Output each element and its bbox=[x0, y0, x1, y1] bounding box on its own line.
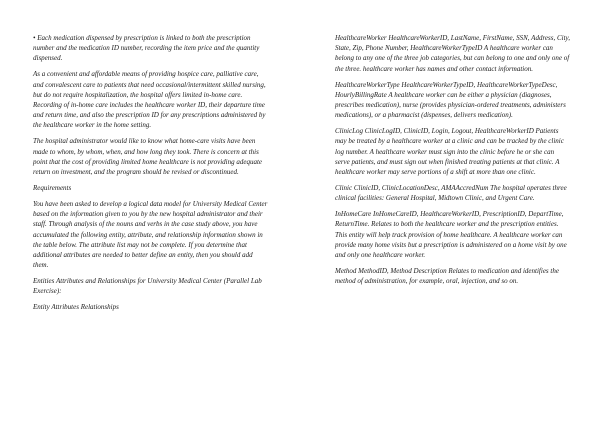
paragraph-administrator-concern: The hospital administrator would like to know what home-care visits have been made to whom, by whom, when, and how long they took. There is concern at this point that the cost of providing limited home healthcare is not providing adequate return on investment, and the program should be revised or discontinued. bbox=[33, 137, 263, 177]
paragraph-entities-title: Entities Attributes and Relationships for University Medical Center (Parallel Lab Exercise): bbox=[33, 277, 262, 296]
entity-method: Method MethodID, Method Description Relates to medication and identifies the method of administration, for example, oral, injection, and so on. bbox=[335, 267, 559, 286]
right-text-column bbox=[335, 33, 570, 292]
entity-in-home-care: InHomeCare InHomeCareID, HealthcareWorkerID, PrescriptionID, DepartTime, ReturnTime. Relates to both the healthcare worker and the prescription entities. This entity will help track provision of home healthcare. A healthcare worker can provide many home visits but a prescription is administered on a home visit by one and only one healthcare worker. bbox=[335, 210, 567, 260]
bullet-medication-dispensed: • Each medication dispensed by prescription is linked to both the prescription number and the medication ID number, recording the item price and the quantity dispensed. bbox=[33, 34, 260, 63]
entity-clinic: Clinic ClinicID, ClinicLocationDesc, AMAAccredNum The hospital operates three clinical facilities: General Hospital, Midtown Clinic, and Urgent Care. bbox=[335, 184, 567, 203]
heading-requirements: Requirements bbox=[33, 184, 72, 193]
entity-healthcare-worker-type: HealthcareWorkerType HealthcareWorkerTypeID, HealthcareWorkerTypeDesc, HourlyBillingRate A healthcare worker can be either a physician (diagnoses, prescribes medication), nurse (provides physician-ordered treatments, administers medications), or a pharmacist (dispenses, delivers medication). bbox=[335, 80, 566, 120]
paragraph-in-home-care: As a convenient and affordable means of providing hospice care, palliative care, and convalescent care to patients that need occasional/intermittent skilled nursing, but do not require hospitalization, the hospital offers limited in-home care. Recording of in-home care includes the healthcare worker ID, their departure time and return time, and also the prescription ID for any prescriptions administered by the healthcare worker in the home setting. bbox=[33, 70, 266, 130]
entity-healthcare-worker: HealthcareWorker HealthcareWorkerID, LastName, FirstName, SSN, Address, City, State, Zip, Phone Number, HealthcareWorkerTypeID A healthcare worker can belong to any one of the three job categories, but can belong to one and only one of the three. healthcare worker has names and other contact information. bbox=[335, 34, 571, 73]
table-header-line: Entity Attributes Relationships bbox=[33, 303, 119, 312]
entity-clinic-log: ClinicLog ClinicLogID, ClinicID, Login, Logout, HealthcareWorkerID Patients may be treated by a healthcare worker at a clinic and can be tracked by the clinic log number. A healthcare worker must sign into the clinic before he or she can serve patients, and must sign out when finished treating patients at that clinic. A healthcare worker may serve portions of a shift at more than one clinic. bbox=[335, 127, 564, 177]
paragraph-assignment: You have been asked to develop a logical data model for University Medical Center based on the information given to you by the new hospital administrator and their staff. Through analysis of the nouns and verbs in the case study above, you have accumulated the following entity, attribute, and relationship information shown in the table below. The attribute list may not be complete. If you determine that additional attributes are needed to better define an entity, then you should add them. bbox=[33, 200, 268, 270]
left-text-column bbox=[33, 33, 268, 318]
